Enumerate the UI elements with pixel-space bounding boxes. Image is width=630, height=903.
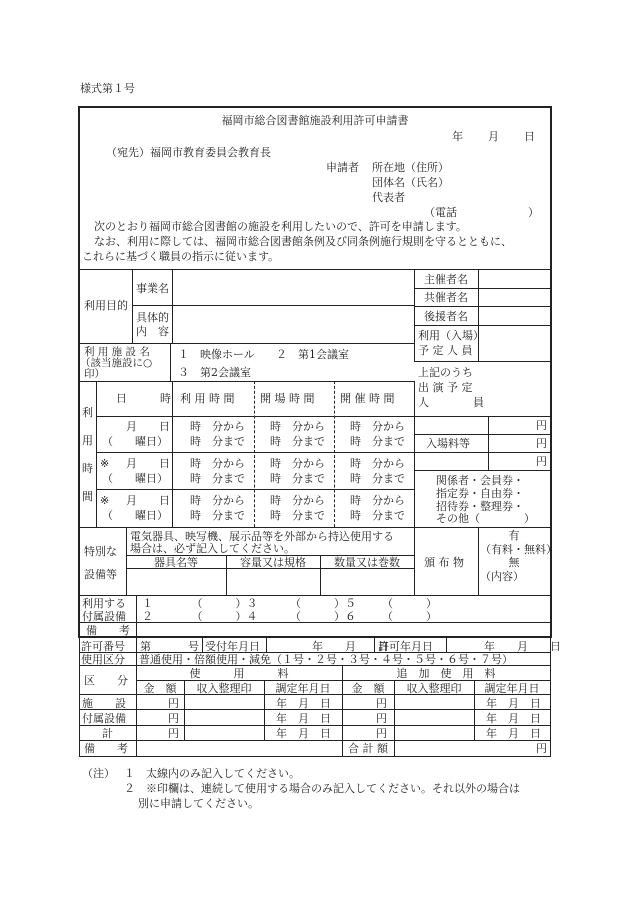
- extra-adj-date: 年 月 日: [486, 727, 541, 740]
- row3-open-to: 時 分まで: [270, 509, 325, 522]
- intro-line2: なお、利用に際しては、福岡市総合図書館条例及び同条例施行規則を守るとともに、: [94, 235, 512, 248]
- row1-hold-to: 時 分まで: [350, 435, 405, 448]
- line: [414, 361, 551, 362]
- extra-adj-date: 年 月 日: [486, 697, 541, 710]
- row3-weekday: （ 曜日）: [102, 509, 168, 522]
- amount-header-1: 金 額: [143, 682, 177, 695]
- usage-fee-header: 使 用 料: [189, 667, 289, 680]
- border-right: [550, 106, 552, 637]
- line: [79, 343, 415, 344]
- time-side-4: 間: [82, 490, 93, 503]
- line: [170, 343, 171, 381]
- row3-open-from: 時 分から: [270, 494, 325, 507]
- applicant-tel: （電話: [424, 206, 457, 219]
- addressee: （宛先）福岡市教育委員会教育長: [106, 146, 271, 159]
- line: [414, 434, 551, 435]
- open-time-header: 開 場 時 間: [260, 392, 315, 405]
- row1-hold-from: 時 分から: [350, 420, 405, 433]
- line: [96, 452, 414, 453]
- line: [136, 595, 137, 636]
- line: [96, 381, 97, 527]
- line: [414, 306, 551, 307]
- date-year: 年: [452, 130, 463, 143]
- applicant-address: 所在地（住所）: [372, 161, 449, 174]
- row2-open-to: 時 分まで: [270, 472, 325, 485]
- row2-hold-from: 時 分から: [350, 457, 405, 470]
- attached-label: 利用する: [82, 597, 126, 610]
- use-time-header: 利 用 時 間: [180, 392, 235, 405]
- distribution-content: （内容）: [480, 570, 524, 583]
- fee-yen: 円: [168, 697, 179, 710]
- row2-open-from: 時 分から: [270, 457, 325, 470]
- special-equipment-label-2: 設備等: [84, 568, 117, 581]
- row-facility: 施 設: [82, 697, 126, 710]
- applicant-tel-close: ）: [528, 206, 539, 219]
- received-date-value: 年 月 日: [312, 640, 389, 653]
- entrance-fee-label: 入場料等: [426, 437, 470, 450]
- form-title: 福岡市総合図書館施設利用許可申請書: [221, 114, 409, 127]
- line: [79, 381, 415, 382]
- attached-item-5: （ ）: [382, 597, 437, 610]
- adj-date-header-2: 調定年月日: [484, 682, 540, 695]
- attached-label-2: 付属設備: [82, 610, 126, 623]
- time-side-2: 用: [82, 434, 93, 447]
- intro-line1: 次のとおり福岡市総合図書館の施設を利用したいので、許可を申請します。: [94, 220, 467, 233]
- note-1: １ 太線内のみ記入してください。: [124, 767, 300, 780]
- row1-open-to: 時 分まで: [270, 435, 325, 448]
- row1-weekday: （ 曜日）: [102, 435, 168, 448]
- extra-fee-header: 追 加 使 用 料: [396, 667, 496, 680]
- line: [488, 416, 489, 470]
- row2-hold-to: 時 分まで: [350, 472, 405, 485]
- line: [478, 269, 479, 361]
- line: [414, 325, 551, 326]
- capacity-header: 容量又は規格: [240, 556, 306, 569]
- extra-yen: 円: [376, 712, 387, 725]
- line: [414, 381, 415, 527]
- attendance-label: 利用（入場）: [418, 329, 484, 342]
- row2-date: 月 日: [126, 457, 170, 470]
- facility-option-1: １ 映像ホール: [178, 348, 255, 361]
- date-month: 月: [488, 130, 499, 143]
- row2-use-to: 時 分まで: [190, 472, 245, 485]
- remarks-label: 備 考: [86, 624, 130, 637]
- sponsor-label: 後援者名: [424, 310, 468, 323]
- border-left: [78, 106, 80, 637]
- attached-item-4: （ ）６: [290, 610, 356, 623]
- detail-label: 具体的: [136, 311, 169, 324]
- quantity-header: 数量又は巻数: [334, 556, 400, 569]
- fee-yen: 円: [168, 727, 179, 740]
- extra-yen: 円: [376, 697, 387, 710]
- row1-open-from: 時 分から: [270, 420, 325, 433]
- hold-time-header: 開 催 時 間: [340, 392, 395, 405]
- distribution-yes: 有: [508, 529, 520, 542]
- distribution-paid: （有料・無料）: [480, 543, 557, 556]
- applicant-org: 団体名（氏名）: [372, 176, 449, 189]
- permit-date-label: 許可年月日: [378, 640, 433, 653]
- row3-use-from: 時 分から: [190, 494, 245, 507]
- row2-use-from: 時 分から: [190, 457, 245, 470]
- stamp-header-2: 収入整理印: [406, 682, 462, 695]
- extra-adj-date: 年 月 日: [486, 712, 541, 725]
- distribution-no: 無: [508, 556, 520, 569]
- line: [132, 269, 133, 343]
- permit-number-go: 号: [188, 640, 199, 653]
- line: [414, 527, 415, 595]
- row2-weekday: （ 曜日）: [102, 472, 168, 485]
- adj-date: 年 月 日: [276, 697, 331, 710]
- applicant-rep: 代表者: [372, 191, 405, 204]
- performers-label: 上記のうち: [418, 366, 473, 379]
- date-time-header: 日 時: [116, 392, 171, 405]
- intro-line3: これらに基づく職員の指示に従います。: [82, 250, 280, 263]
- line: [334, 381, 335, 527]
- purpose-label: 利用目的: [84, 299, 128, 312]
- ticket-types-4: その他（ ）: [436, 512, 535, 525]
- ticket-types-1: 関係者・会員券・: [436, 474, 524, 487]
- performers-label-3: 人 員: [418, 396, 484, 409]
- line: [136, 638, 137, 756]
- permit-number-dai: 第: [140, 640, 151, 653]
- line: [414, 452, 551, 453]
- facility-label-3: 印）: [84, 368, 105, 380]
- detail-label-2: 内 容: [136, 325, 169, 338]
- special-equipment-label: 特別な: [84, 545, 117, 558]
- row1-date: 月 日: [126, 420, 170, 433]
- line: [79, 725, 551, 726]
- line: [172, 381, 173, 527]
- ticket-types-3: 招待券・整理券・: [436, 500, 524, 513]
- date-day: 日: [524, 130, 535, 143]
- attached-item-1: １ （ ）３: [142, 597, 258, 610]
- permit-date-value: 年 月 日: [484, 640, 561, 653]
- row1-use-to: 時 分まで: [190, 435, 245, 448]
- total-yen: 円: [536, 742, 547, 755]
- equipment-name-header: 器具名等: [154, 556, 198, 569]
- distribution-label: 頒 布 物: [424, 556, 464, 569]
- line: [79, 740, 551, 741]
- attached-item-3: （ ）５: [290, 597, 356, 610]
- permit-number-label: 許可番号: [81, 640, 125, 653]
- extra-yen: 円: [376, 727, 387, 740]
- attached-item-2: ２ （ ）４: [142, 610, 258, 623]
- line: [136, 680, 551, 681]
- ticket-types-2: 指定券・自由券・: [436, 487, 524, 500]
- line: [172, 269, 173, 343]
- stamp-header-1: 収入整理印: [196, 682, 252, 695]
- cohost-label: 共催者名: [424, 291, 468, 304]
- line: [266, 638, 267, 652]
- facility-option-2: ２ 第1会議室: [276, 348, 349, 361]
- line: [79, 756, 551, 757]
- event-name-label: 事業名: [136, 282, 169, 295]
- form-number: 様式第１号: [80, 82, 135, 95]
- line: [79, 595, 551, 596]
- line: [414, 288, 551, 289]
- row3-use-to: 時 分まで: [190, 509, 245, 522]
- host-label: 主催者名: [424, 273, 468, 286]
- row3-mark: ※: [100, 494, 110, 507]
- usage-category-label: 使用区分: [81, 653, 125, 666]
- total-amount-label: 合 計 額: [348, 742, 388, 755]
- adj-date: 年 月 日: [276, 712, 331, 725]
- row3-hold-to: 時 分まで: [350, 509, 405, 522]
- line: [202, 638, 203, 652]
- note-2: ２ ※印欄は、連続して使用する場合のみ記入してください。それ以外の場合は: [124, 782, 520, 795]
- kubun-label: 区 分: [84, 674, 128, 687]
- row-total: 計: [102, 727, 113, 740]
- time-side-3: 時: [82, 462, 93, 475]
- line: [79, 269, 551, 270]
- facility-label: 利 用 施 設 名: [84, 346, 150, 358]
- special-note: 電気器具、映写機、展示品等を外部から持込使用する: [130, 530, 394, 543]
- line: [79, 527, 551, 528]
- border-top: [78, 106, 552, 108]
- line: [414, 416, 551, 417]
- office-remarks-label: 備 考: [84, 742, 128, 755]
- special-note-2: 場合は、必ず記入してください。: [130, 542, 295, 555]
- attached-item-6: （ ）: [382, 610, 437, 623]
- row3-date: 月 日: [126, 494, 170, 507]
- adj-date-header-1: 調定年月日: [275, 682, 331, 695]
- line: [132, 305, 414, 306]
- line: [414, 269, 415, 361]
- fee-yen: 円: [168, 712, 179, 725]
- line: [96, 489, 414, 490]
- note-2-cont: 別に申請してください。: [138, 797, 259, 810]
- facility-label-2: （該当施設に○: [80, 357, 153, 369]
- adj-date: 年 月 日: [276, 727, 331, 740]
- usage-category-value: 普通使用・倍額使用・減免（１号・２号・３号・４号・５号・６号・７号）: [139, 653, 513, 666]
- line: [446, 638, 447, 652]
- performers-label-2: 出 演 予 定: [418, 381, 473, 394]
- applicant-label: 申請者: [326, 161, 359, 174]
- received-date-label: 受付年月日: [205, 640, 260, 653]
- time-side-1: 利: [82, 406, 93, 419]
- border-bottom: [78, 636, 552, 638]
- attendance-label-2: 予 定 人 員: [418, 344, 473, 357]
- notes-label: （注）: [82, 767, 115, 780]
- line: [414, 470, 551, 471]
- line: [96, 416, 414, 417]
- row1-use-from: 時 分から: [190, 420, 245, 433]
- row-attached: 付属設備: [82, 712, 126, 725]
- fee-yen-2: 円: [536, 437, 547, 450]
- row3-hold-from: 時 分から: [350, 494, 405, 507]
- fee-yen-3: 円: [536, 455, 547, 468]
- row2-mark: ※: [100, 457, 110, 470]
- fee-yen-1: 円: [536, 419, 547, 432]
- facility-option-3: ３ 第2会議室: [178, 366, 251, 379]
- amount-header-2: 金 額: [351, 682, 385, 695]
- line: [254, 381, 255, 527]
